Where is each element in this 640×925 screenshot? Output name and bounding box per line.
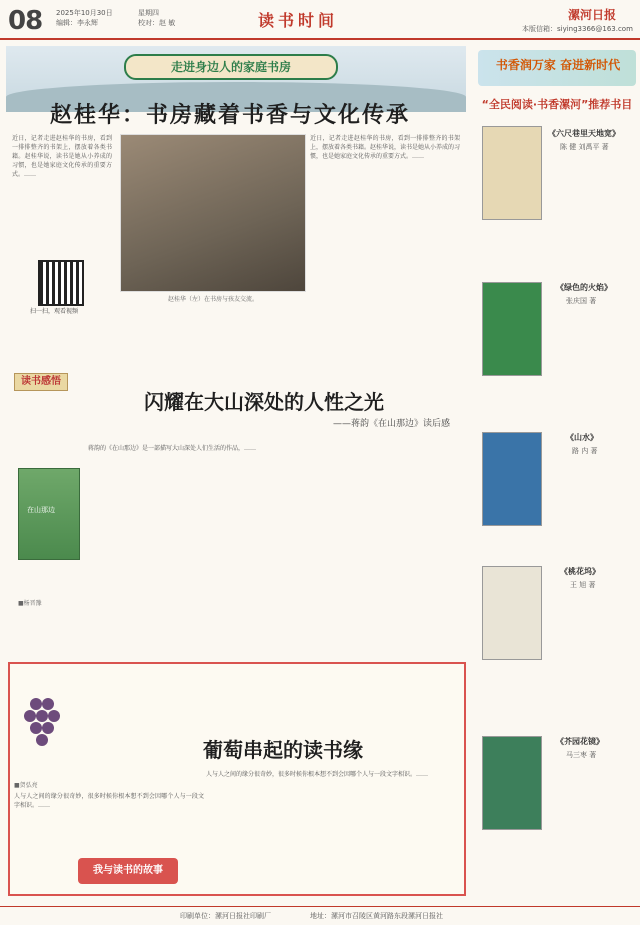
article-title: 闪耀在大山深处的人性之光 (144, 390, 384, 414)
book-author: 马三枣 著 (566, 751, 597, 759)
contact-email: 本版信箱：siying3366@163.com (522, 25, 633, 33)
footer-address: 地址：漯河市召陵区黄河路东段漯河日报社 (310, 912, 443, 920)
promo-tagline: 书香润万家 奋进新时代 (495, 58, 621, 72)
book-name: 《绿色的火焰》 (556, 283, 612, 292)
section-title: 读书时间 (258, 11, 339, 30)
weekday: 星期四 (138, 9, 159, 17)
column-tag: 走进身边人的家庭书房 (124, 54, 338, 80)
qr-caption: 扫一扫，观看视频 (30, 308, 79, 315)
grape-illustration (10, 668, 76, 778)
book-author: 陈 健 刘禹平 著 (560, 143, 609, 151)
book-author: 路 内 著 (572, 447, 598, 455)
book-cover (482, 282, 542, 376)
reading-list-title: “全民阅读·书香漯河”推荐书目 (481, 98, 633, 111)
article-body-continued: 近日，记者走进赵桂华的书房，看到一排排整齐的书架上，摆放着各类书籍。赵桂华说，读书是她从小养成的习惯，也是她家庭文化传承的重要方式。…… (310, 135, 460, 160)
photo-caption: 赵桂华（左）在书房与孩友交流。 (168, 296, 259, 303)
book-cover (482, 566, 542, 660)
book-cover (482, 126, 542, 220)
book-name: 《六尺巷里天地宽》 (548, 129, 620, 138)
qr-code[interactable] (38, 260, 84, 306)
article-author: ■贺弘亮 (14, 782, 38, 789)
book-author: 王 旭 著 (570, 581, 596, 589)
page-header (0, 0, 640, 40)
article-author: ■杨晋豫 (18, 600, 42, 607)
footer-printer: 印刷单位：漯河日报社印刷厂 (180, 912, 271, 920)
book-name: 《芥园花镜》 (556, 737, 604, 746)
article-body-continued: 人与人之间的缘分很奇妙，很多时候你根本想不到会因哪个人与一段文字相识。…… (206, 771, 429, 778)
section-tag: 读书感悟 (14, 373, 68, 391)
newspaper-logo: 漯河日报 (568, 8, 617, 22)
checker-credit: 校对：赵 敏 (138, 19, 176, 27)
article-body: 近日，记者走进赵桂华的书房，看到一排排整齐的书架上，摆放着各类书籍。赵桂华说，读书是她从小养成的习惯，也是她家庭文化传承的重要方式。…… (12, 135, 112, 178)
article-subtitle: ——蒋韵《在山那边》读后感 (332, 419, 450, 429)
editor-credit: 编辑：李永辉 (56, 19, 98, 27)
header-divider (0, 38, 640, 40)
column-logo: 我与读书的故事 (78, 858, 178, 884)
book-cover (482, 432, 542, 526)
article-body: 人与人之间的缘分很奇妙，很多时候你根本想不到会因哪个人与一段文字相识。…… (14, 793, 204, 809)
book-name: 《桃花坞》 (560, 567, 600, 576)
book-cover-title: 在山那边 (27, 506, 55, 514)
article-title: 赵桂华：书房藏着书香与文化传承 (49, 103, 410, 128)
book-cover (482, 736, 542, 830)
book-cover-image (18, 468, 80, 560)
book-author: 张庆国 著 (566, 297, 597, 305)
page-footer (0, 906, 640, 925)
page-number: 08 (8, 6, 43, 36)
issue-date: 2025年10月30日 (56, 9, 113, 17)
article-body: 蒋韵的《在山那边》是一部描写大山深处人们生活的作品，…… (88, 445, 257, 452)
article-title: 葡萄串起的读书缘 (203, 738, 363, 762)
book-name: 《山水》 (566, 433, 598, 442)
article-photo (120, 134, 306, 292)
